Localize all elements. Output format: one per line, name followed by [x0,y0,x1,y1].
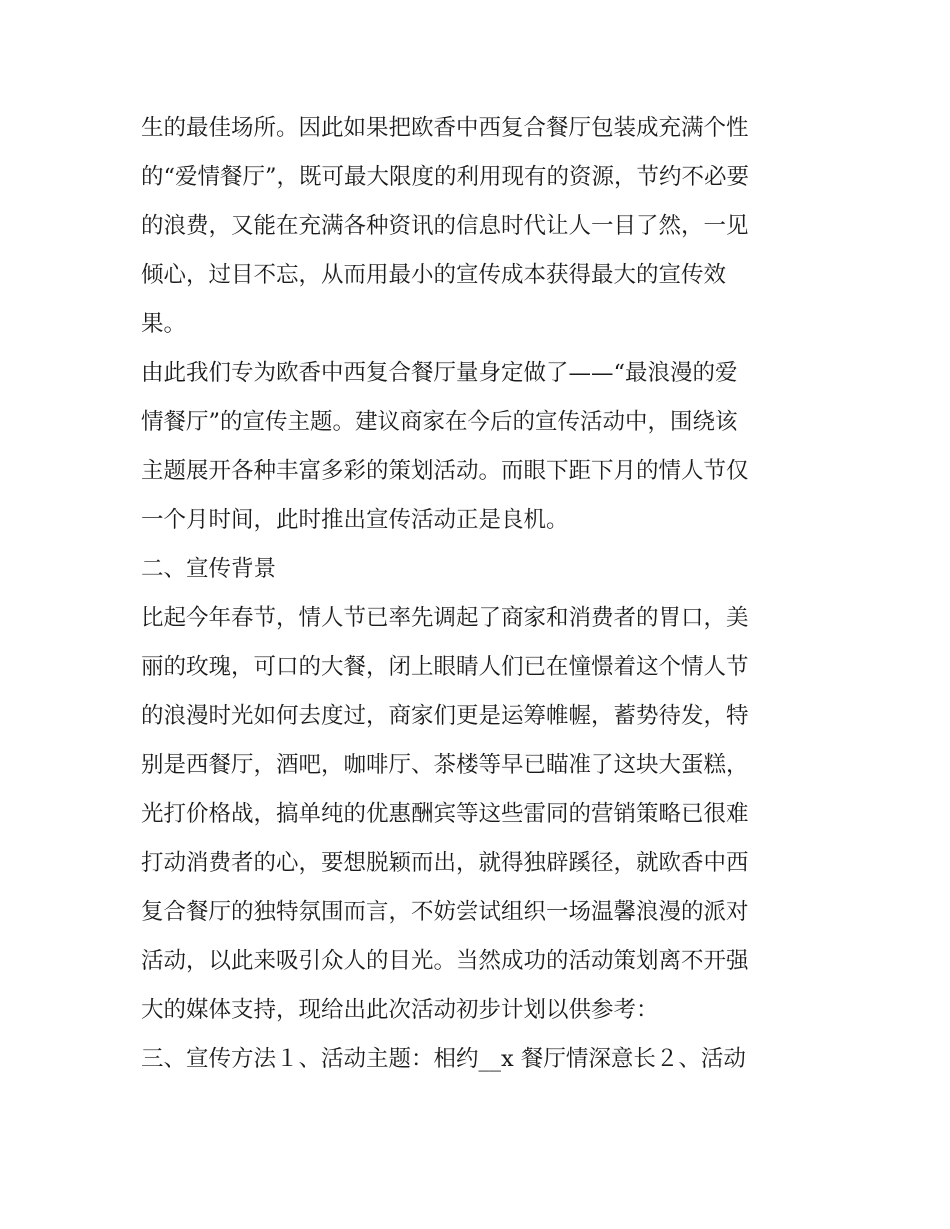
text-line: 情餐厅”的宣传主题。建议商家在今后的宣传活动中，围绕该 [141,409,738,435]
text-line: 果。 [141,311,187,337]
paragraph-theme [141,349,821,545]
text-line: 大的媒体支持，现给出此次活动初步计划以供参考： [141,997,659,1023]
paragraph-benefits [141,104,821,349]
text-line: 生的最佳场所。因此如果把欧香中西复合餐厅包装成充满个性 [141,115,749,141]
text-line: 别是西餐厅，酒吧，咖啡厅、茶楼等早已瞄准了这块大蛋糕， [141,752,749,778]
text-line: 主题展开各种丰富多彩的策划活动。而眼下距下月的情人节仅 [141,458,749,484]
paragraph-background [141,594,821,1035]
text-line: 打动消费者的心，要想脱颖而出，就得独辟蹊径，就欧香中西 [141,850,749,876]
section-heading-background: 二、宣传背景 [141,556,277,582]
text-line: 一个月时间，此时推出宣传活动正是良机。 [141,507,569,533]
text-line: 活动，以此来吸引众人的目光。当然成功的活动策划离不开强 [141,948,749,974]
document-page [141,104,821,1084]
text-line: 的浪漫时光如何去度过，商家们更是运筹帷幄，蓄势待发，特 [141,703,749,729]
text-line: 倾心，过目不忘，从而用最小的宣传成本获得最大的宣传效 [141,262,727,288]
text-line: 由此我们专为欧香中西复合餐厅量身定做了——“最浪漫的爱 [141,360,738,386]
text-line: 光打价格战，搞单纯的优惠酬宾等这些雷同的营销策略已很难 [141,801,749,827]
text-line: 比起今年春节，情人节已率先调起了商家和消费者的胃口，美 [141,605,749,631]
text-line: 的浪费，又能在充满各种资讯的信息时代让人一目了然，一见 [141,213,749,239]
text-line: 的“爱情餐厅”，既可最大限度的利用现有的资源，节约不必要 [141,164,750,190]
section-heading-methods: 三、宣传方法１、活动主题：相约__x 餐厅情深意长２、活动 [141,1046,746,1072]
text-line: 复合餐厅的独特氛围而言，不妨尝试组织一场温馨浪漫的派对 [141,899,749,925]
text-line: 丽的玫瑰，可口的大餐，闭上眼睛人们已在憧憬着这个情人节 [141,654,749,680]
